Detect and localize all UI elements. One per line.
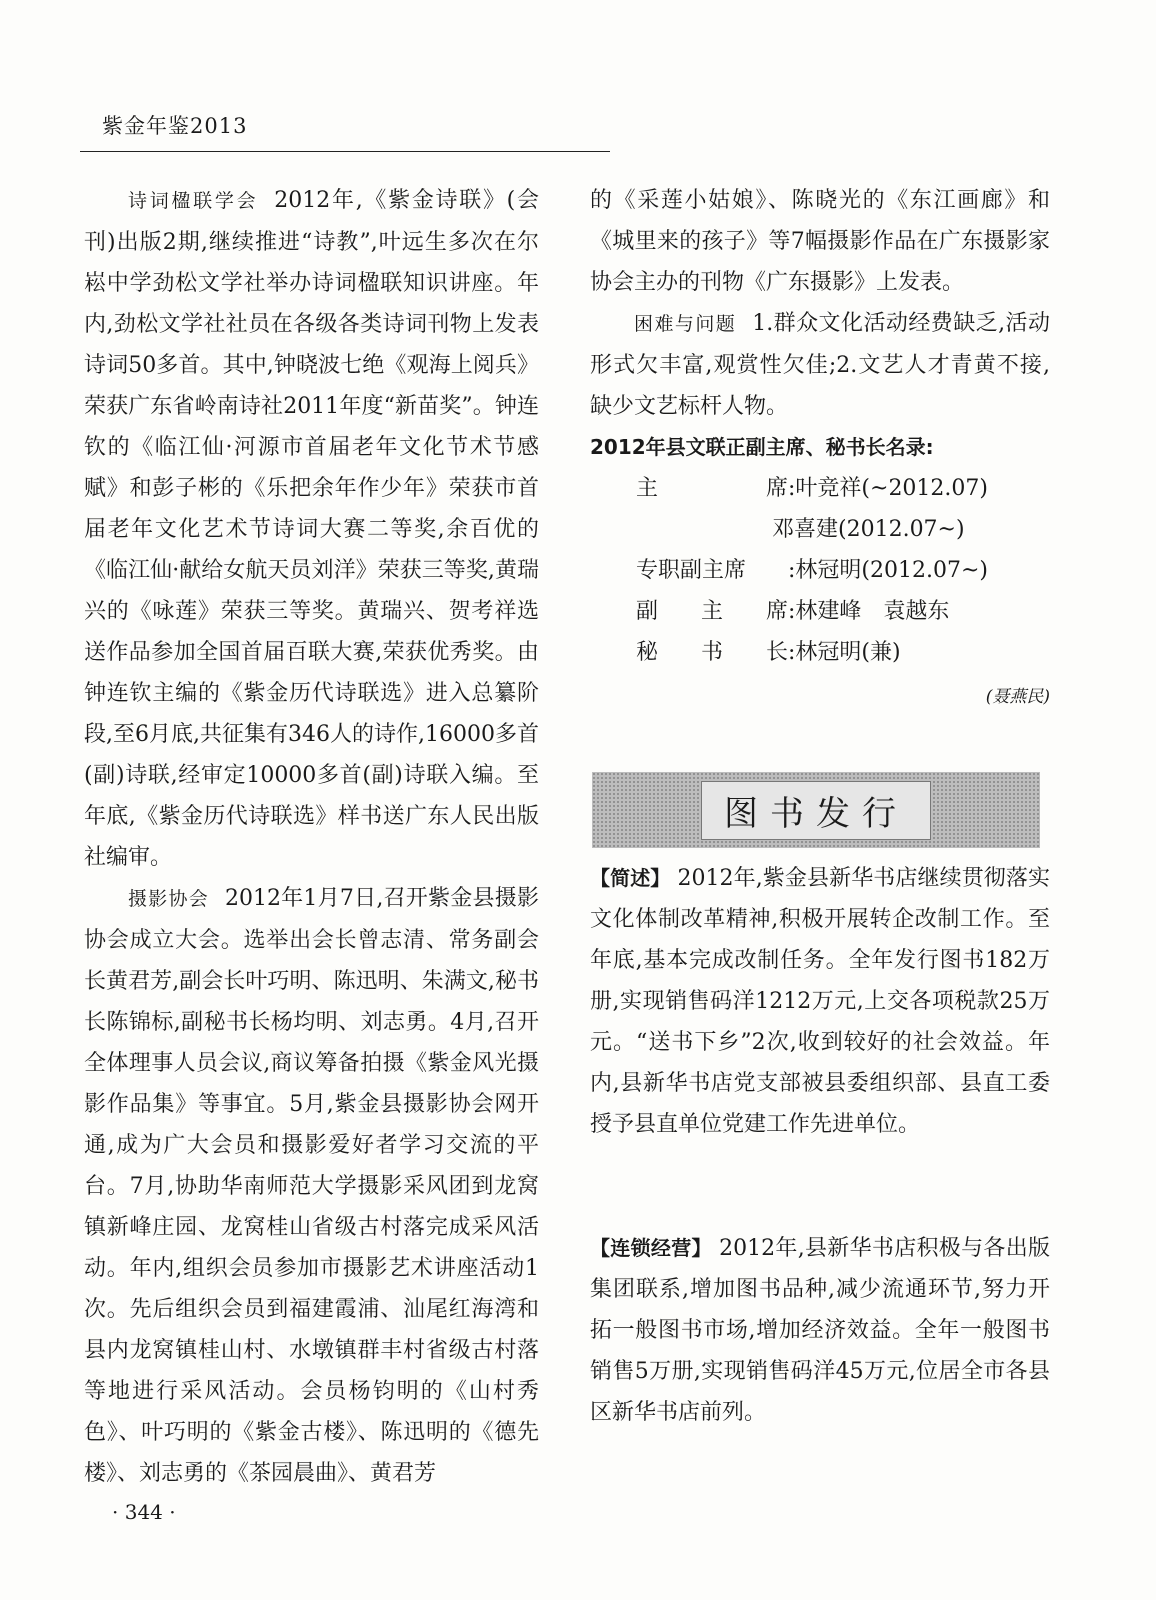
roster-chair-role: 主 席 [636, 476, 788, 501]
chain-operation-section [590, 1228, 1050, 1433]
overview-text: 2012年,紫金县新华书店继续贯彻落实文化体制改革精神,积极开展转企改制工作。至年底,基本完成改制任务。全年发行图书182万册,实现销售码洋1212万元,上交各项税款25万元。“送书下乡”2次,收到较好的社会效益。年内,县新华书店党支部被县委组织部、县直工委授予县直单位党建工作先进单位。 [590, 866, 1051, 1137]
roster-chair-name-1: 叶竞祥(~2012.07) [795, 476, 988, 501]
roster-secretary-role: 秘 书 长 [636, 640, 788, 665]
running-header: 紫金年鉴2013 [102, 114, 248, 138]
roster-vice-names: 林建峰 袁越东 [795, 599, 950, 624]
photography-association-paragraph [84, 878, 539, 1494]
chain-operation-paragraph [590, 1228, 1050, 1433]
problems-heading: 困难与问题 [634, 313, 737, 335]
chain-operation-heading: 【连锁经营】 [590, 1236, 712, 1260]
overview-section [590, 858, 1050, 1145]
roster-vice-full-name: 林冠明(2012.07~) [795, 558, 988, 583]
photography-continued-paragraph: 的《采莲小姑娘》、陈晓光的《东江画廊》和《城里来的孩子》等7幅摄影作品在广东摄影家协会主办的刊物《广东摄影》上发表。 [590, 188, 1050, 295]
photography-association-text: 2012年1月7日,召开紫金县摄影协会成立大会。选举出会长曾志清、常务副会长黄君芳,副会长叶巧明、陈迅明、朱满文,秘书长陈锦标,副秘书长杨均明、刘志勇。4月,召开全体理事人员会议,商议筹备拍摄《紫金风光摄影作品集》等事宜。5月,紫金县摄影协会网开通,成为广大会员和摄影爱好者学习交流的平台。7月,协助华南师范大学摄影采风团到龙窝镇新峰庄园、龙窝桂山省级古村落完成采风活动。年内,组织会员参加市摄影艺术讲座活动1次。先后组织会员到福建霞浦、汕尾红海湾和县内龙窝镇桂山村、水墩镇群丰村省级古村落等地进行采风活动。会员杨钧明的《山村秀色》、叶巧明的《紫金古楼》、陈迅明的《德先楼》、刘志勇的《茶园晨曲》、黄君芳 [84, 886, 539, 1486]
poetry-society-paragraph [84, 180, 539, 878]
overview-heading: 【简述】 [590, 866, 671, 890]
poetry-society-heading: 诗词楹联学会 [128, 190, 259, 212]
leaders-roster [590, 468, 1050, 673]
chain-operation-text: 2012年,县新华书店积极与各出版集团联系,增加图书品种,减少流通环节,努力开拓一般图书市场,增加经济效益。全年一般图书销售5万册,实现销售码洋45万元,位居全市各县区新华书店前列。 [590, 1236, 1051, 1425]
roster-chair-name-2: 邓喜建(2012.07~) [772, 517, 965, 542]
section-banner-title: 图书发行 [701, 781, 931, 840]
overview-paragraph [590, 858, 1050, 1145]
roster-chair-row: 主 席 : 叶竞祥(~2012.07) [590, 468, 1050, 509]
header-rule [80, 151, 610, 152]
poetry-society-text: 2012年,《紫金诗联》(会刊)出版2期,继续推进“诗教”,叶远生多次在尔崧中学劲松文学社举办诗词楹联知识讲座。年内,劲松文学社社员在各级各类诗词刊物上发表诗词50多首。其中,钟晓波七绝《观海上阅兵》荣获广东省岭南诗社2011年度“新苗奖”。钟连钦的《临江仙·河源市首届老年文化节术节感赋》和彭子彬的《乐把余年作少年》荣获市首届老年文化艺术节诗词大赛二等奖,余百优的《临江仙·献给女航天员刘洋》荣获三等奖,黄瑞兴的《咏莲》荣获三等奖。黄瑞兴、贺考祥选送作品参加全国首届百联大赛,荣获优秀奖。由钟连钦主编的《紫金历代诗联选》进入总纂阶段,至6月底,共征集有346人的诗作,16000多首(副)诗联,经审定10000多首(副)诗联入编。至年底,《紫金历代诗联选》样书送广东人民出版社编审。 [84, 188, 539, 870]
problems-paragraph [590, 303, 1050, 427]
section-banner [592, 772, 1040, 848]
roster-chair-row-2 [590, 509, 1050, 550]
page-number: · 344 · [112, 1500, 176, 1524]
roster-vice-role: 副 主 席 [636, 599, 788, 624]
problems-text: 1.群众文化活动经费缺乏,活动形式欠丰富,观赏性欠佳;2.文艺人才青黄不接,缺少文艺标杆人物。 [590, 311, 1050, 419]
roster-vice-full-role: 专职副主席 [636, 558, 747, 583]
roster-vice-row: 副 主 席 : 林建峰 袁越东 [590, 591, 1050, 632]
right-column [590, 180, 1050, 718]
roster-vice-full-row: 专职副主席 : 林冠明(2012.07~) [590, 550, 1050, 591]
left-column [84, 180, 539, 1494]
photography-association-heading: 摄影协会 [128, 888, 209, 910]
roster-secretary-name: 林冠明(兼) [795, 640, 901, 665]
author-credit: (聂燕民) [985, 687, 1050, 707]
roster-secretary-row: 秘 书 长 : 林冠明(兼) [590, 632, 1050, 673]
roster-title: 2012年县文联正副主席、秘书长名录: [590, 435, 934, 459]
